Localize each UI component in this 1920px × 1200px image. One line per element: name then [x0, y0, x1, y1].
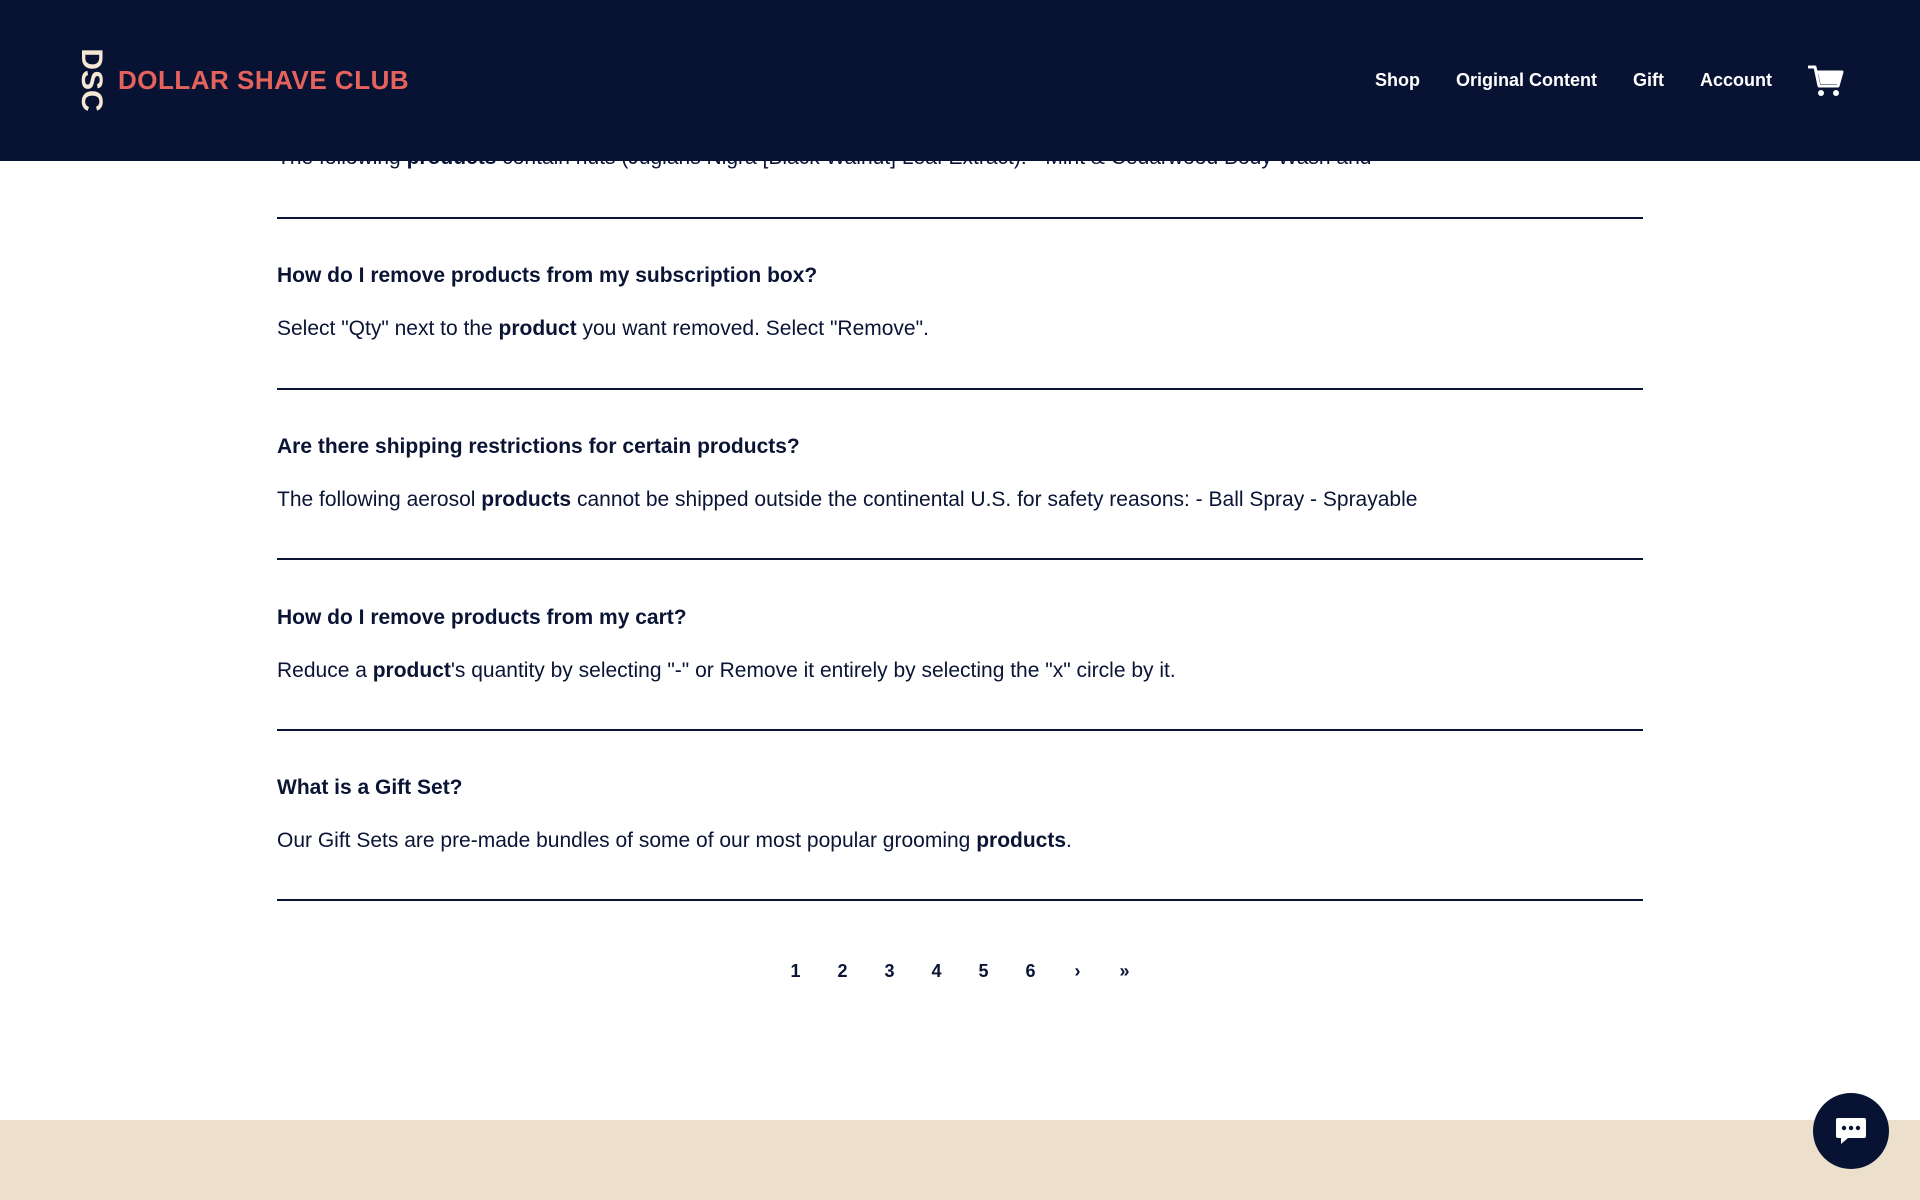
last-page-link[interactable]: » [1119, 961, 1130, 981]
page-link-3[interactable]: 3 [884, 961, 895, 981]
faq-answer: Our Gift Sets are pre-made bundles of some of our most popular grooming products. [277, 829, 1072, 852]
pagination [277, 961, 1643, 982]
chat-button[interactable] [1813, 1093, 1889, 1169]
faq-answer: Select "Qty" next to the product you want removed. Select "Remove". [277, 317, 929, 340]
main-nav [1339, 0, 1920, 161]
page-link-6[interactable]: 6 [1025, 961, 1036, 981]
dsc-logo-icon [72, 40, 108, 120]
faq-question[interactable]: How do I remove products from my subscription box? [277, 264, 818, 287]
logo-mark [72, 40, 108, 120]
nav-original-content[interactable]: Original Content [1456, 70, 1597, 90]
next-page-link[interactable]: › [1074, 961, 1081, 981]
faq-question[interactable]: Are there shipping restrictions for certain products? [277, 435, 800, 458]
site-header [0, 0, 1920, 161]
faq-divider [277, 558, 1643, 560]
footer-band [0, 1120, 1920, 1200]
faq-divider [277, 729, 1643, 731]
nav-shop[interactable]: Shop [1375, 70, 1420, 90]
faq-answer: Reduce a product's quantity by selecting "-" or Remove it entirely by selecting the "x" circle by it. [277, 659, 1176, 682]
faq-divider [277, 388, 1643, 390]
faq-divider [277, 899, 1643, 901]
nav-gift[interactable]: Gift [1633, 70, 1664, 90]
page-link-1[interactable]: 1 [790, 961, 801, 981]
faq-question[interactable]: How do I remove products from my cart? [277, 606, 687, 629]
nav-account[interactable]: Account [1700, 70, 1772, 90]
chat-bubble-icon [1834, 1116, 1868, 1146]
page-link-2[interactable]: 2 [837, 961, 848, 981]
cart-icon[interactable] [1808, 64, 1844, 98]
logo[interactable] [72, 40, 409, 120]
svg-text:DSC: DSC [75, 48, 108, 112]
page-link-5[interactable]: 5 [978, 961, 989, 981]
page-link-4[interactable]: 4 [931, 961, 942, 981]
faq-question[interactable]: What is a Gift Set? [277, 776, 463, 799]
brand-name: DOLLAR SHAVE CLUB [118, 64, 410, 95]
faq-answer: The following aerosol products cannot be shipped outside the continental U.S. for safety reasons: - Ball Spray - Sprayable [277, 488, 1418, 511]
